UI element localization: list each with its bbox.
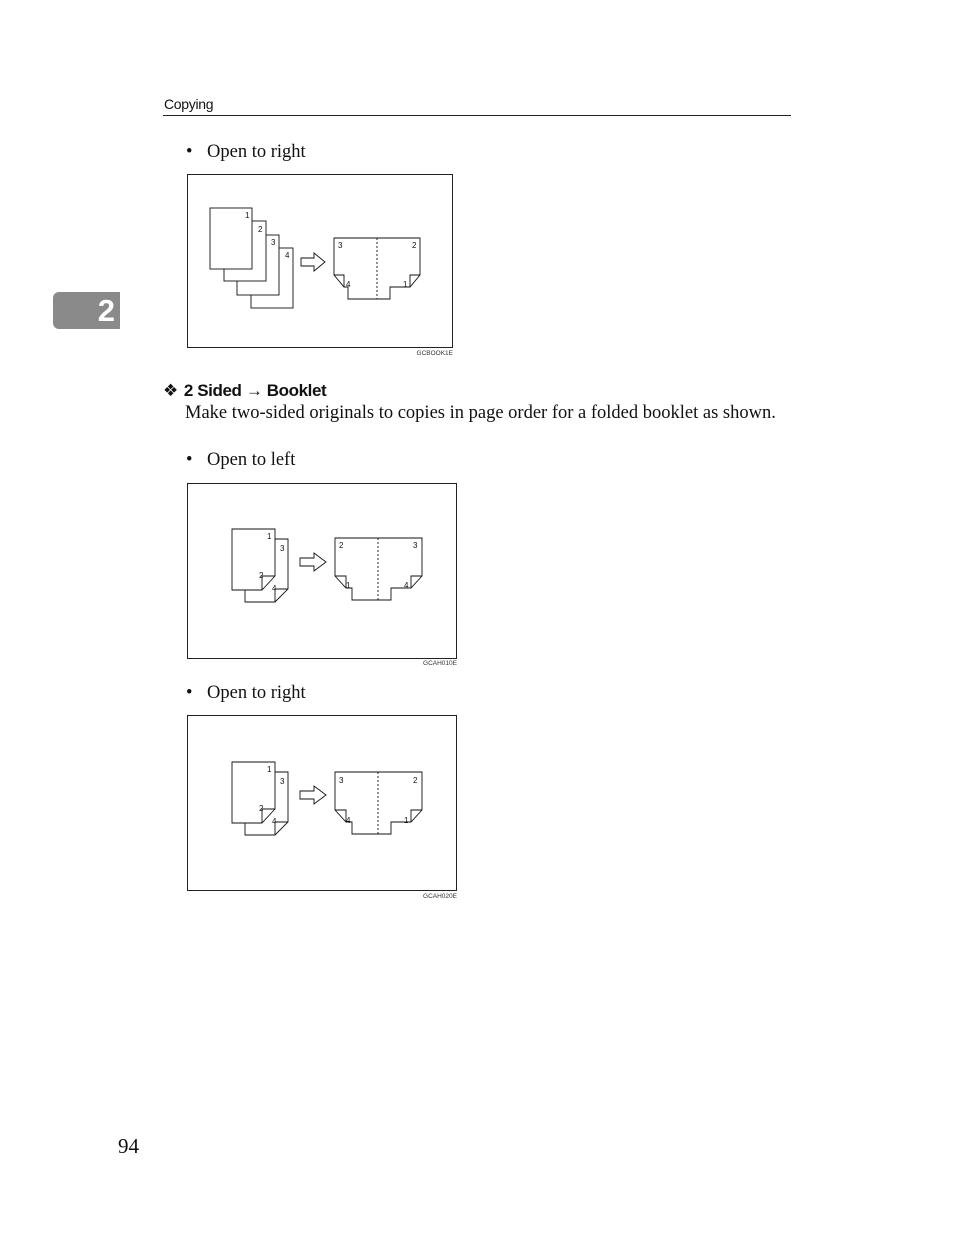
booklet-label-bottom-left: 1: [346, 581, 351, 590]
booklet-label-bottom-right: 1: [404, 816, 409, 825]
section-heading-text: 2 Sided → Booklet: [183, 381, 327, 400]
bullet-text: Open to right: [207, 142, 306, 162]
arrow-icon: [300, 786, 326, 804]
booklet-label-top-left: 2: [339, 541, 344, 550]
booklet-label-top-left: 3: [338, 241, 343, 250]
stack-label-2: 2: [258, 225, 263, 234]
diamond-icon: ❖: [163, 381, 178, 400]
bullet-dot: •: [186, 142, 193, 162]
section-heading: [163, 381, 326, 401]
booklet-label-bottom-left: 4: [346, 816, 351, 825]
stack-label-3: 3: [271, 238, 276, 247]
bullet-text: Open to left: [207, 450, 296, 470]
booklet-label-top-left: 3: [339, 776, 344, 785]
arrow-icon: [301, 253, 325, 271]
sheet-b-back-label: 4: [272, 817, 277, 826]
bullet-dot: •: [186, 450, 193, 470]
header-rule: [163, 115, 791, 116]
figure-book-open-right: [187, 174, 453, 348]
chapter-number: 2: [97, 293, 115, 328]
booklet-label-bottom-right: 1: [403, 280, 408, 289]
figure-code-3: GCAH020E: [423, 893, 457, 900]
bullet-open-right-2: [186, 682, 306, 704]
booklet-label-top-right: 2: [412, 241, 417, 250]
bullet-open-right-1: [186, 141, 306, 163]
sheet-a-front-label: 1: [267, 765, 272, 774]
stack-label-4: 4: [285, 251, 290, 260]
running-header: Copying: [164, 96, 214, 112]
figure-code-2: GCAH010E: [423, 660, 457, 667]
bullet-dot: •: [186, 683, 193, 703]
chapter-tab: [53, 292, 120, 329]
arrow-icon: [300, 553, 326, 571]
page-number: 94: [118, 1134, 139, 1158]
sheet-a-back-label: 2: [259, 804, 264, 813]
figure-book-drawing: [188, 175, 454, 349]
sheet-b-front-label: 3: [280, 777, 285, 786]
sheet-b-back-label: 4: [272, 584, 277, 593]
booklet-label-bottom-left: 4: [346, 280, 351, 289]
booklet-label-bottom-right: 4: [404, 581, 409, 590]
booklet-label-top-right: 3: [413, 541, 418, 550]
figure-booklet-left-drawing: [188, 484, 458, 660]
section-body: Make two-sided originals to copies in page order for a folded booklet as shown.: [185, 403, 776, 423]
figure-code-1: GCBOOK1E: [416, 350, 453, 357]
booklet-shape: [335, 538, 422, 600]
bullet-text: Open to right: [207, 683, 306, 703]
sheet-b-front-label: 3: [280, 544, 285, 553]
stack-label-1: 1: [245, 211, 250, 220]
sheet-a-front-label: 1: [267, 532, 272, 541]
figure-booklet-open-right: [187, 715, 457, 891]
bullet-open-left: [186, 449, 295, 471]
figure-booklet-open-left: [187, 483, 457, 659]
figure-booklet-right-drawing: [188, 716, 458, 892]
sheet-a-back-label: 2: [259, 571, 264, 580]
booklet-label-top-right: 2: [413, 776, 418, 785]
